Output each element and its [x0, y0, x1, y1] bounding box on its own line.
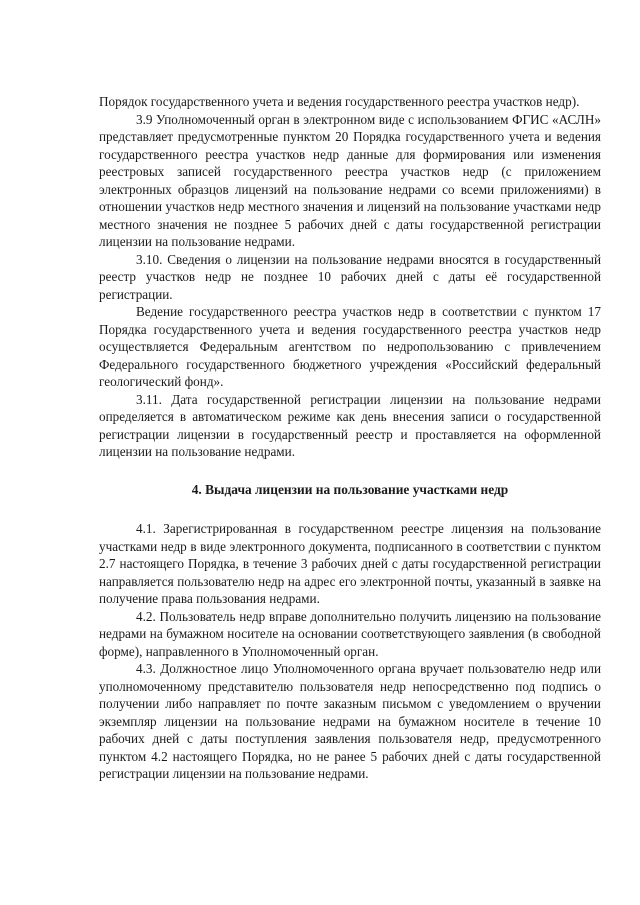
paragraph-4-3: 4.3. Должностное лицо Уполномоченного органа вручает пользователю недр или уполномоченному представителю пользователя недр непосредственно под подпись о получении либо направляет по почте заказным письмом с уведомлением о вручении экземпляр лицензии на пользование недрами на бумажном носителе в течение 10 рабочих дней с даты поступления заявления пользователя недр, предусмотренного пунктом 4.2 настоящего Порядка, но не ранее 5 рабочих дней с даты государственной регистрации лицензии на пользование недрами. [99, 661, 601, 781]
paragraph-3-9: 3.9 Уполномоченный орган в электронном виде с использованием ФГИС «АСЛН» представляет предусмотренные пунктом 20 Порядка государственного учета и ведения государственного реестра участков недр данные для формирования или изменения реестровых записей государственного реестра участков недр (с приложением электронных образцов лицензий на пользование недрами со всеми приложениями) в отношении участков недр местного значения и лицензий на пользование участками недр местного значения не позднее 5 рабочих дней с даты государственной регистрации лицензии на пользование недрами. [99, 111, 601, 249]
document-page [99, 93, 601, 783]
paragraph-3-10: 3.10. Сведения о лицензии на пользование недрами вносятся в государственный реестр участков недр не позднее 10 рабочих дней с даты её государственной регистрации. [99, 251, 601, 302]
paragraph-4-2: 4.2. Пользователь недр вправе дополнительно получить лицензию на пользование недрами на бумажном носителе на основании соответствующего заявления (в свободной форме), направленного в Уполномоченный орган. [99, 608, 601, 659]
paragraph-registry-maintenance: Ведение государственного реестра участков недр в соответствии с пунктом 17 Порядка государственного учета и ведения государственного реестра участков недр осуществляется Федеральным агентством по недропользованию с привлечением Федерального государственного бюджетного учреждения «Российский федеральный геологический фонд». [99, 304, 601, 389]
section-heading: 4. Выдача лицензии на пользование участками недр [191, 481, 509, 497]
paragraph-continuation: Порядок государственного учета и ведения государственного реестра участков недр). [99, 94, 580, 109]
paragraph-3-11: 3.11. Дата государственной регистрации лицензии на пользование недрами определяется в автоматическом режиме как день внесения записи о государственной регистрации лицензии в государственный реестр и проставляется на оформленной лицензии на пользование недрами. [99, 391, 601, 459]
paragraph-4-1: 4.1. Зарегистрированная в государственном реестре лицензия на пользование участками недр в виде электронного документа, подписанного в соответствии с пунктом 2.7 настоящего Порядка, в течение 3 рабочих дней с даты государственной регистрации направляется пользователю недр на адрес его электронной почты, указанный в заявке на получение права пользования недрами. [99, 521, 601, 606]
